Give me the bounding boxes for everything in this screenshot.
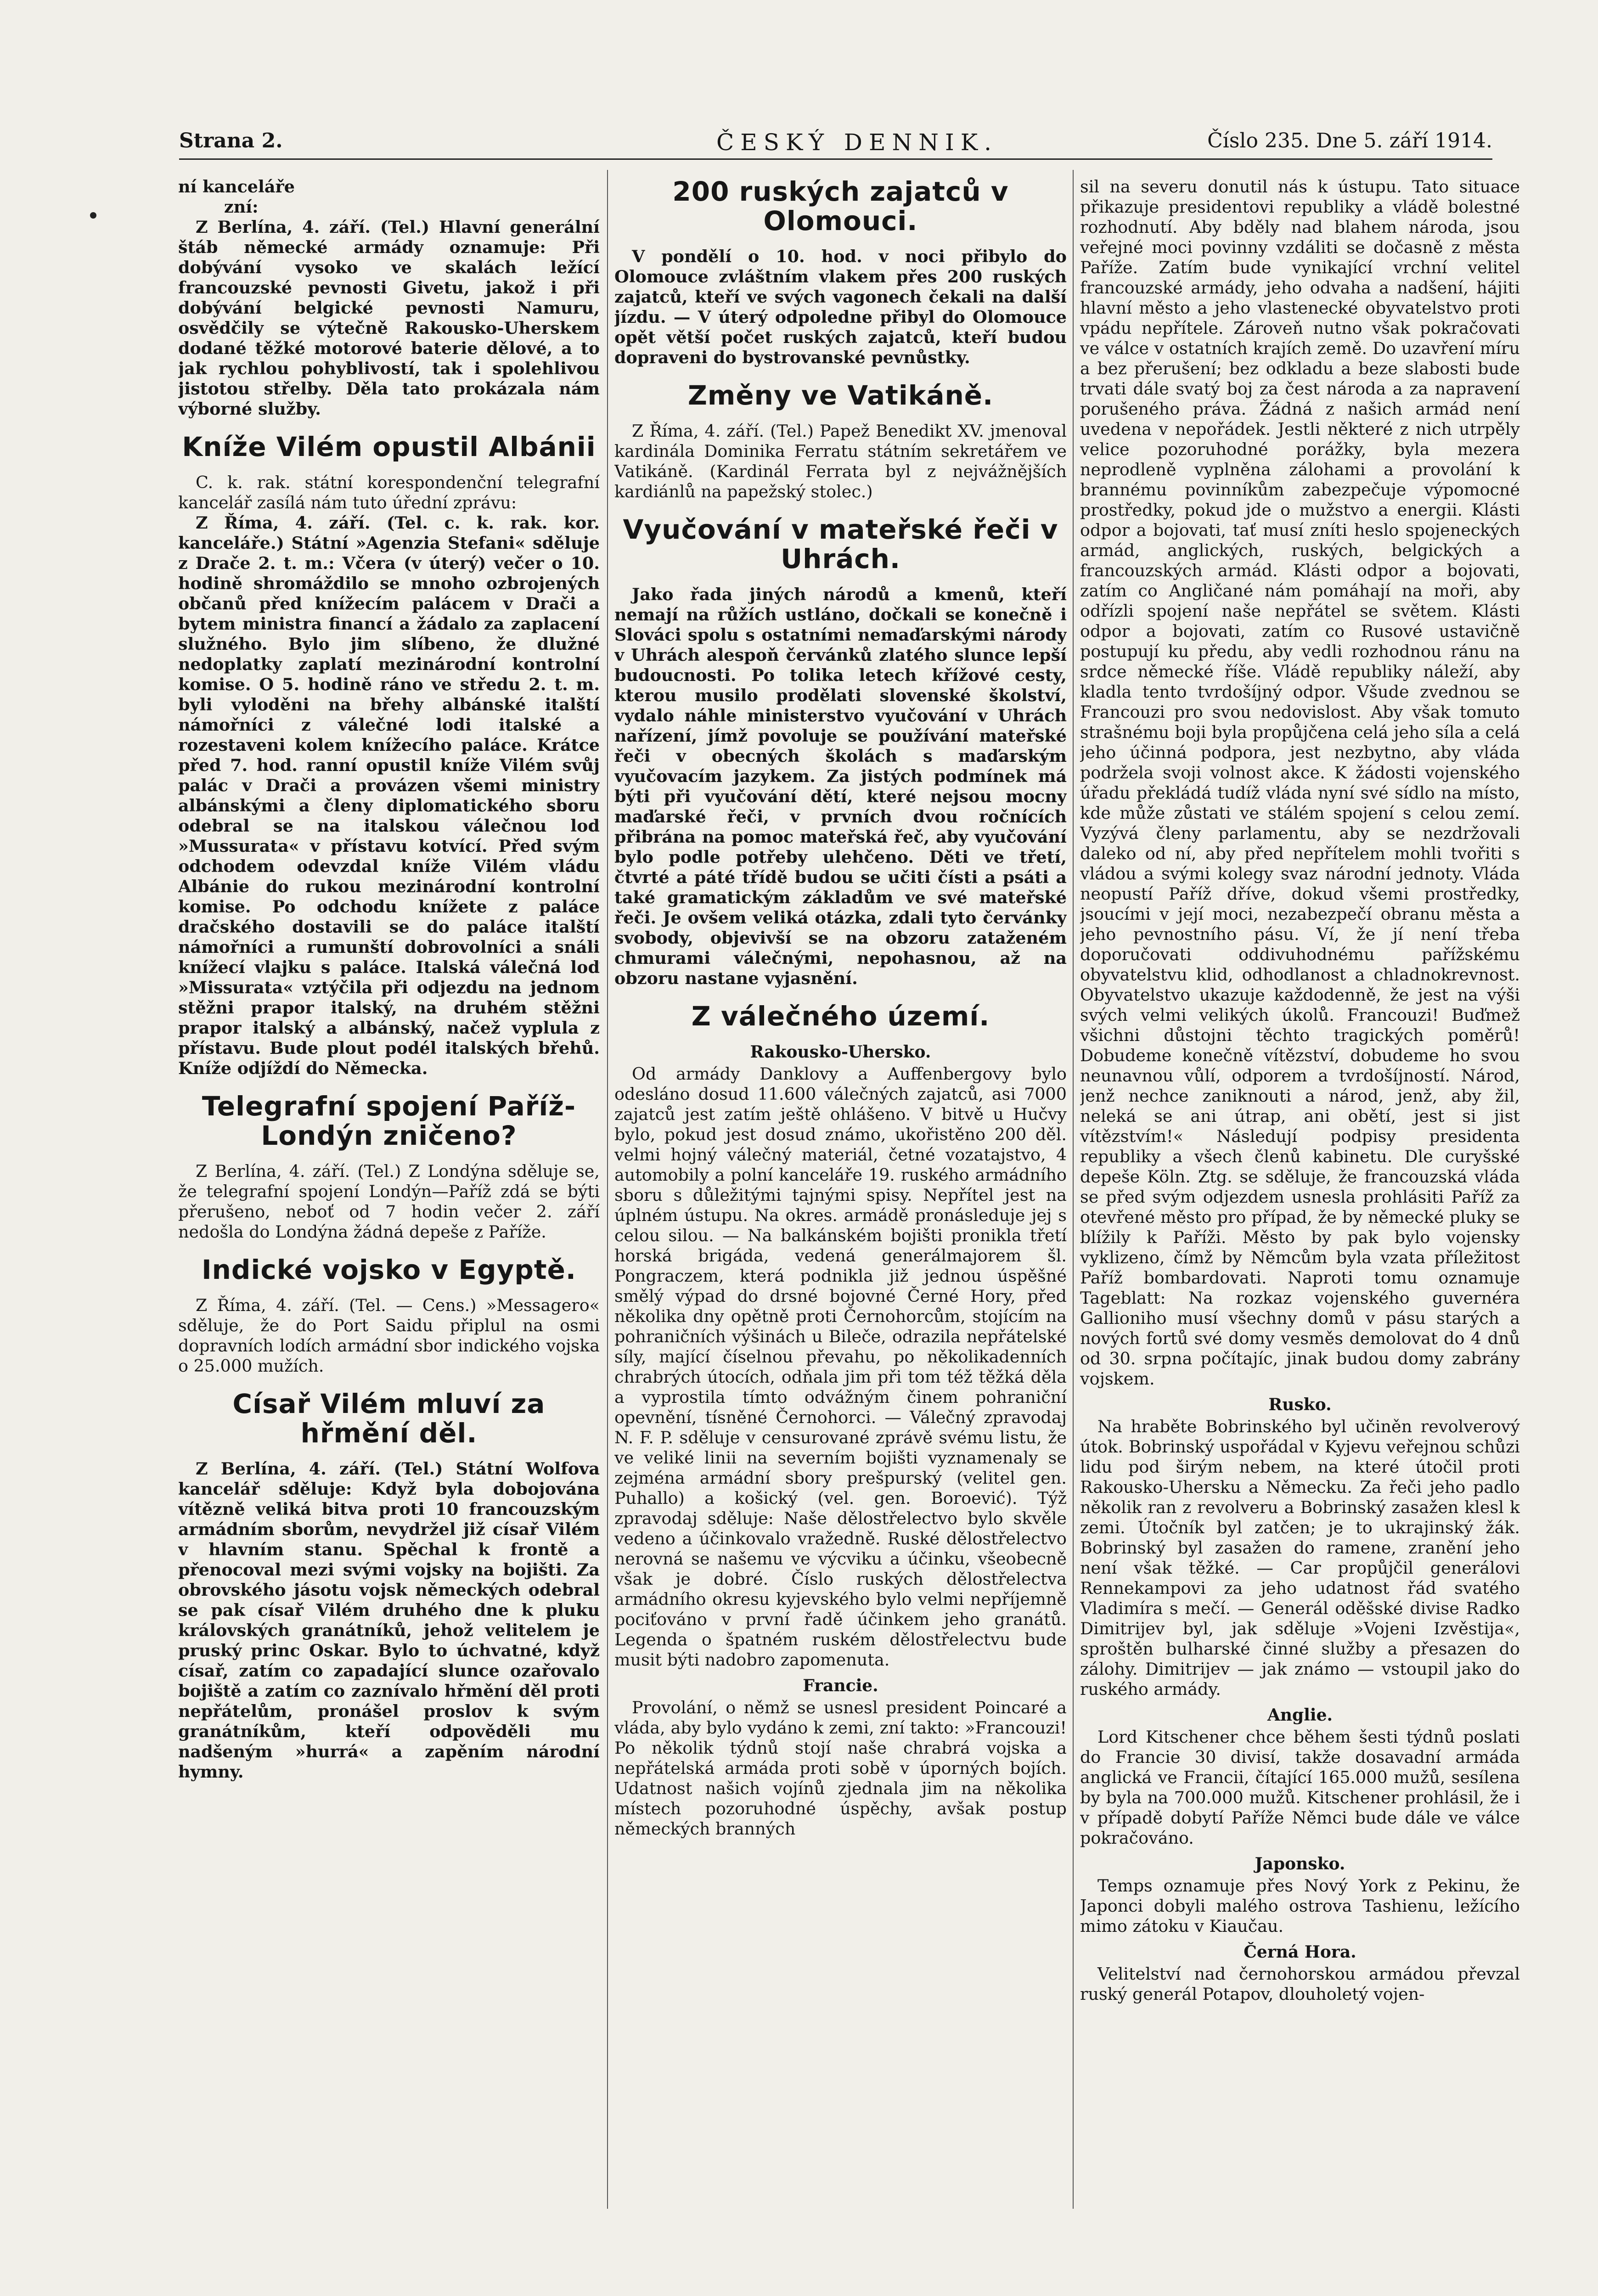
subheading-russia: Rusko.	[1268, 1395, 1332, 1414]
subheading-japan: Japonsko.	[1255, 1854, 1345, 1874]
article-paragraph: C. k. rak. státní korespondenční telegrafní kancelář zasílá nám tuto úřední zprávu:	[178, 473, 600, 512]
article-paragraph: Z Berlína, 4. září. (Tel.) Státní Wolfova kancelář sděluje: Když byla dobojována vítězně veliká bitva proti 10 francouzským armádním sborům, nevydržel již císař Vilém v hlavním stanu. Spěchal k frontě a přenocoval mezi svými vojsky na bojišti. Za obrovského jásotu vojsk německých odebral se pak císař Vilém druhého dne k pluku královských granátníků, jehož velitelem je pruský princ Oskar. Bylo to úchvatné, když císař, zatím co zapadající slunce ozařovalo bojiště a zatím co zaznívalo hřmění děl proti nepřátelům, pronášel proslov k svým granátníkům, kteří odpověděli mu nadšeným »hurrá« a zapěním národní hymny.	[178, 1459, 600, 1782]
article-paragraph: Z Říma, 4. září. (Tel. c. k. rak. kor. kanceláře.) Státní »Agenzia Stefani« sděluje z Drače 2. t. m.: Včera (v úterý) večer o 10. hodině shromáždilo se mnoho ozbrojených občanů před knížecím palácem v Drači a bytem ministra financí a žádalo za zaplacení služného. Bylo jim slíbeno, že dlužné nedoplatky zaplatí mezinárodní kontrolní komise. O 5. hodině ráno ve středu 2. t. m. byli vyloděni na břehy albánské italští námořníci z válečné lodi italské a rozestaveni kolem knížecího paláce. Krátce před 7. hod. ranní opustil kníže Vilém svůj palác v Drači a provázen všemi ministry albánskými a členy diplomatického sboru odebral se na italskou válečnou loď »Mussurata« v přístavu kotvící. Před svým odchodem odevzdal kníže Vilém vládu Albánie do rukou mezinárodní kontrolní komise. Po odchodu knížete z paláce dračského dostavili se do paláce italští námořníci a rumunští dobrovolníci a snáli knížecí vlajku s paláce. Italská válečná loď »Missurata« vztýčila při odjezdu na jednom stěžni prapor italský, na druhém stěžni prapor italský a albánský, načež vyplula z přístavu. Bude plout podél italských břehů. Kníže odjíždí do Německa.	[178, 513, 600, 1078]
headline-prisoners: 200 ruských zajatců v Olomouci.	[672, 177, 1009, 236]
article-paragraph: Z Berlína, 4. září. (Tel.) Hlavní generální štáb německé armády oznamuje: Při dobývání vysoko ve skalách ležící francouzské pevnosti Givetu, jakož i při dobývání belgické pevnosti Namuru, osvědčily se výtečně Rakousko-Uherskem dodané těžké motorové baterie dělové, a to jak rychlou pohyblivostí, tak i spolehlivou jistotou střelby. Děla tato prokázala nám výborné služby.	[178, 217, 600, 419]
headline-telegraph: Telegrafní spojení Paříž-Londýn zničeno?	[202, 1091, 576, 1151]
column-1	[178, 177, 600, 2252]
subheading-austria: Rakousko-Uhersko.	[750, 1042, 931, 1062]
column-2	[614, 177, 1067, 2252]
issue-info: Číslo 235. Dne 5. září 1914.	[1207, 129, 1492, 152]
article-paragraph: Na hraběte Bobrinského byl učiněn revolverový útok. Bobrinský uspořádal v Kyjevu veřejnou schůzi lidu pod širým nebem, na které útočil proti Rakousko-Uhersku a Německu. Za řeči jeho padlo několik ran z revolveru a Bobrinský zasažen klesl k zemi. Útočník byl zatčen; je to ukrajinský žák. Bobrinský byl zasažen do ramene, zranění jeho není však těžké. — Car propůjčil generálovi Rennekampovi za jeho udatnost řád svatého Vladimíra s mečí. — Generál oděšské divise Radko Dimitrijev byl, jak sděluje »Vojeni Izvěstija«, sproštěn bulharské činné služby a přesazen do zálohy. Dimitrijev — jak známo — vstoupil jako do ruského armády.	[1080, 1417, 1520, 1699]
article-paragraph: Jako řada jiných národů a kmenů, kteří nemají na růžích ustláno, dočkali se konečně i Slováci spolu s ostatními nemaďarskými národy v Uhrách alespoň červánků zlatého slunce lepší budoucnosti. Po tolika letech křížové cesty, kterou musilo prodělati slovenské školství, vydalo náhle ministerstvo vyučování v Uhrách nařízení, jímž povoluje se používání mateřské řeči v obecných školách s maďarským vyučovacím jazykem. Za jistých podmínek má býti při vyučování dětí, které nejsou mocny maďarské řeči, v prvních dvou ročnících přibrána na pomoc mateřská řeč, aby vyučování bylo podle potřeby ulehčeno. Děti ve třetí, čtvrté a páté třídě budou se učiti čísti a psáti a také gramatickým základům ve své mateřské řeči. Je ovšem veliká otázka, zdali tyto červánky svobody, objevivší se na obzoru zataženém chmurami válečnými, nepohasnou, až na obzoru nastane vyjasnění.	[614, 585, 1067, 988]
article-paragraph: Z Říma, 4. září. (Tel.) Papež Benedikt XV. jmenoval kardinála Dominika Ferratu státním sekretářem ve Vatikáně. (Kardinál Ferrata byl z nejvážnějších kardiánlů na papežský stolec.)	[614, 421, 1067, 501]
article-paragraph: Z Říma, 4. září. (Tel. — Cens.) »Messagero« sděluje, že do Port Saidu připlul na osmi dopravních lodích armádní sbor indického vojska o 25.000 mužích.	[178, 1295, 600, 1376]
article-paragraph: V pondělí o 10. hod. v noci přibylo do Olomouce zvláštním vlakem přes 200 ruských zajatců, kteří ve svých vagonech čekali na další jízdu. — V úterý odpoledne přibyl do Olomouce opět větší počet ruských zajatců, kteří budou dopraveni do bystrovanské pevnůstky.	[614, 247, 1067, 367]
headline-education: Vyučování v mateřské řeči v Uhrách.	[623, 514, 1058, 574]
headline-vatican: Změny ve Vatikáně.	[687, 380, 994, 411]
subheading-england: Anglie.	[1267, 1705, 1333, 1725]
page-number: Strana 2.	[179, 129, 283, 152]
article-paragraph: Z Berlína, 4. září. (Tel.) Z Londýna sděluje se, že telegrafní spojení Londýn—Paříž zdá se býti přerušeno, neboť od 7 hodin večer 2. září nedošla do Londýna žádná depeše z Paříže.	[178, 1161, 600, 1242]
article-paragraph: Od armády Danklovy a Auffenbergovy bylo odesláno dosud 11.600 válečných zajatců, asi 7000 zajatců jest zatím ještě ohlášeno. V bitvě u Hučvy bylo, pokud jest dosud známo, ukořistěno 200 děl. velmi hojný válečný materiál, četné vozatajstvo, 4 automobily a polní kanceláře 19. ruského armádního sboru s důležitými tajnými spisy. Nepřítel jest na úplném ústupu. Na okres. armádě pronásleduje jej s celou silou. — Na balkánském bojišti pronikla třetí horská brigáda, vedená generálmajorem šl. Pongraczem, která podnikla již jednou úspěšné smělý výpad do drsné bojovné Černé Hory, před několika dny opětně proti Černohorcům, stojícím na pohraničních výšinách u Bileče, odrazila nepřátelské síly, mající číselnou převahu, po několikadenních chrabrých útocích, odňala jim při tom též těžká děla a vyprostila tímto odvážným činem pohraniční opevnění, tísněné Černohorci. — Válečný zpravodaj N. F. P. sděluje v censurované zprávě svému listu, že ve veliké linii na severním bojišti vyznamenaly se zejména armádní sbory prešpurský (velitel gen. Puhallo) a košický (vel. gen. Boroević). Týž zpravodaj sděluje: Naše dělostřelectvo bylo skvěle vedeno a účinkovalo vražedně. Ruské dělostřelectvo nerovná se našemu ve výcviku a účinku, všeobecně však je dobré. Číslo ruských dělostřelectva armádního okresu kyjevského bylo velmi nepříjemně pociťováno v první řadě účinkem jeho granátů. Legenda o špatném ruském dělostřelectvu bude musit býti nadobro zapomenuta.	[614, 1064, 1067, 1670]
subheading-france: Francie.	[803, 1676, 878, 1695]
headline-egypt: Indické vojsko v Egyptě.	[202, 1254, 576, 1285]
ink-speck	[90, 212, 96, 219]
article-paragraph: Velitelství nad černohorskou armádou převzal ruský generál Potapov, dlouholetý vojen-	[1080, 1964, 1520, 2004]
newspaper-title: ČESKÝ DENNIK.	[716, 129, 998, 156]
column-rule	[607, 170, 608, 2209]
column-rule	[1073, 170, 1074, 2209]
article-paragraph: Lord Kitschener chce během šesti týdnů poslati do Francie 30 divisí, takže dosavadní armáda anglická ve Francii, čítající 165.000 mužů, sesílena by byla na 700.000 mužů. Kitschener prohlásil, že i v případě dobytí Paříže Němci bude dále ve válce pokračováno.	[1080, 1727, 1520, 1848]
article-paragraph: Temps oznamuje přes Nový York z Pekinu, že Japonci dobyli malého ostrova Tashienu, ležícího mimo zátoku v Kiaučau.	[1080, 1876, 1520, 1936]
intro-line: zní:	[224, 197, 259, 217]
article-paragraph: sil na severu donutil nás k ústupu. Tato situace přikazuje presidentovi republiky a vládě bolestné rozhodnutí. Aby bděly nad blahem národa, jsou veřejné moci povinny vzdáliti se dočasně z města Paříže. Zatím bude vynikající vrchní velitel francouzské armády, jeho odvaha a nadšení, hájiti hlavní město a jeho vlastenecké obyvatelstvo proti vpádu nepřítele. Zároveň nutno však pokračovati ve válce v ostatních krajích země. Do uzavření míru a bez přerušení; bez odkladu a beze slabosti bude trvati dále svatý boj za čest národa a za napravení porušeného práva. Žádná z našich armád není uvedena v nepořádek. Jestli některé z nich utrpěly velice pozoruhodné porážky, byla mezera neprodleně vyplněna zálohami a provolání k brannému povinníkům zabezpečuje výpomocné prostředky, pokud jde o mužstvo a energii. Klásti odpor a bojovati, tať musí zníti heslo spojeneckých armád, anglických, ruských, belgických a francouzských armád. Klásti odpor a bojovati, zatím co Angličané nám pomáhají na moři, aby odřízli spojení naše nepřátel se světem. Klásti odpor a bojovati, zatím co Rusové ustavičně postupují ku předu, aby vedli rozhodnou ránu na srdce německé říše. Vládě republiky náleží, aby kladla tento tvrdošíjný odpor. Všude zvednou se Francouzi pro svou nedovislost. Aby však tomuto strašnému boji byla propůjčena celá jeho síla a celá jeho účinná podpora, jest nezbytno, aby vláda podržela svoji volnost akce. K žádosti vojenského úřadu překládá tudíž vláda nyní své sídlo na místo, kde může zůstati ve stálém spojení s celou zemí. Vyzývá členy parlamentu, aby se nezdržovali daleko od ní, aby před nepřítelem mohli tvořiti s vládou a svými kolegy svaz národní jednoty. Vláda neopustí Paříž dříve, dokud všemi prostředky, jsoucími v její moci, nezabezpečí obranu města a jeho pevnostního pásu. Ví, že jí není třeba doporučovati oddivuhodnému pařížskému obyvatelstvu klid, odhodlanost a chladnokrevnost. Obyvatelstvo ukazuje každodenně, že jest na výši svých velmi velikých úkolů. Francouzi! Buďmež všichni důstojni těchto tragických poměrů! Dobudeme konečně vítězství, dobudeme ho svou neunavnou vůlí, odporem a tvrdošíjností. Národ, jenž nechce zaniknouti a národ, jenž, aby žil, neleká se ani útrap, ani obětí, jest si jist vítězstvím!« Následují podpisy presidenta republiky a všech členů kabinetu. Dle curyšské depeše Köln. Ztg. se sděluje, že francouzská vláda se před svým odjezdem usnesla prohlásiti Paříž za otevřené město pro případ, že by německé pluky se blížily k Paříži. Město by pak bylo vojensky vyklizeno, čímž by Němcům byla vzata příležitost Paříž bombardovati. Naproti tomu oznamuje Tageblatt: Na rozkaz vojenského guvernéra Gallioniho musí všechny domů v pásu starých a nových fortů své domy vesměs demolovat do 4 dnů od 30. srpna počítajíc, jinak budou domy zabrány vojskem.	[1080, 177, 1520, 1389]
headline-albania: Kníže Vilém opustil Albánii	[182, 431, 596, 462]
intro-line: ní kanceláře	[178, 177, 295, 197]
article-paragraph: Provolání, o němž se usnesl president Poincaré a vláda, aby bylo vydáno k zemi, zní takto: »Francouzi! Po několik týdnů stojí naše chrabrá vojska a nepřátelská armáda proti sobě v úporných bojích. Udatnost našich vojínů zjednala jim na několika místech pozoruhodné úspěchy, avšak postup německých branných	[614, 1698, 1067, 1839]
column-3	[1080, 177, 1520, 2252]
masthead	[179, 126, 1492, 160]
headline-emperor: Císař Vilém mluví za hřmění děl.	[232, 1388, 546, 1449]
headline-war: Z válečného území.	[691, 1001, 990, 1032]
subheading-montenegro: Černá Hora.	[1244, 1942, 1356, 1962]
